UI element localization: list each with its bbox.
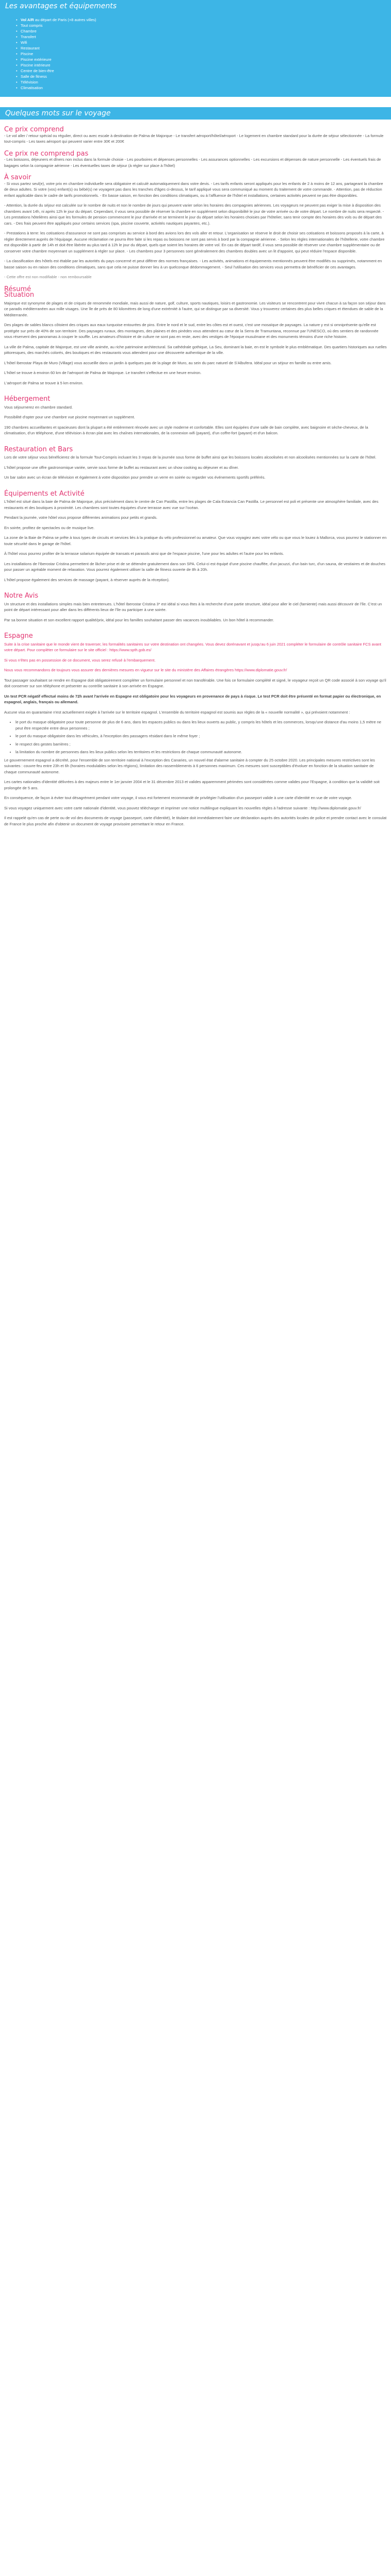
trip-section-header [0, 107, 391, 120]
situation-text-2: Des plages de sables blancs côtoient des criques aux eaux turquoise entourées de pins. Entre le nord et le sud, entre les côtes est et ouest, c'est une mosaïque de paysages. La nature y est si omniprésente qu'elle est protégée sur près de 40% de son territoire. Des paysages ruraux, des montagnes, des plaines et des pinèdes vous attendent au cœur de la Serra de Tramuntana, reconnue par l'UNESCO, où des sentiers de randonnée vous réservent des panoramas à couper le souffle. Les amateurs d'histoire et de culture ne sont pas en reste, avec des vestiges de l'époque musulmane et des monuments témoins d'une riche histoire. [4, 323, 379, 339]
price-excluded-title: Ce prix ne comprend pas [4, 149, 89, 158]
equipment-text-4: La zone de la Baie de Palma se prête à tous types de circuits et services liés à la pratique du vélo professionnel ou amateur. Que vous voyagiez avec votre vélo ou que vous le louiez à Mallorca, vous pourrez le stationner en toute sécurité dans le garage de l'hôtel. [4, 535, 387, 546]
equipment-title: Équipements et Activité [4, 489, 85, 498]
our-opinion-text-1: Un structure et des installations simples mais bien entretenues. L'hôtel Iberostar Cristina 3* est idéal si vous êtes à la recherche d'une partie structure, idéal pour aller le ciel (farniente) mais aussi découvrir de l'île. C'est un point de départ intéressant pour aller dans les différents lieux de l'île ou participer à une soirée. [4, 601, 382, 612]
advantage-label: Piscine intérieure [21, 62, 51, 67]
advantage-item [21, 68, 391, 74]
trip-title: Quelques mots sur le voyage [5, 109, 111, 117]
trip-content [0, 120, 391, 827]
situation-text-4: L'hôtel Iberostar Playa de Muro (Village) vous accueille dans un jardin à quelques pas de la plage de Muro, au sein du parc naturel de S'Albufera. Idéal pour un séjour en famille ou entre amis. [4, 360, 332, 365]
advantage-label: Transfert [21, 34, 36, 39]
our-opinion-text-2: Par sa bonne situation et son excellent rapport qualité/prix, idéal pour les familles souhaitant passer des vacances inoubliables. Un bon hôtel à recommander. [4, 617, 274, 622]
lodging-text-2: Possibilité d'opter pour une chambre vue piscine moyennant un supplément. [4, 415, 135, 419]
food-text-1: Lors de votre séjour vous bénéficierez de la formule Tout-Compris incluant les 3 repas de la journée sous forme de buffet ainsi que les boissons locales alcoolisées et non alcoolisées mentionnées sur la carte de l'hôtel. [4, 455, 377, 460]
advantage-item [21, 34, 391, 40]
advantage-label: Piscine [21, 51, 34, 56]
advantage-item [21, 51, 391, 57]
know-title: À savoir [4, 174, 31, 181]
lodging-text-3: 190 chambres accueillantes et spacieuses dont la plupart a été entièrement rénovée avec un style moderne et confortable. Elles sont équipées d'une salle de bain complète, avec baignoire et sèche-cheveux, de la climatisation, d'un téléphone, d'une télévision à écran plat avec les chaînes internationales, de la connexion wifi (payant), d'un coffre-fort (payant) et d'un balcon. [4, 425, 368, 435]
know-text-4: - La classification des hôtels est établie par les autorités du pays concerné et peut différer des normes françaises. - Les activités, animations et équipements mentionnés peuvent être modifiés ou supprimés, notamment en basse saison ou en raison des conditions climatiques, sans que cela ne puisse donner lieu à un quelconque dédommagement. - Seul l'utilisation des services vous permettra de bénéficier de ces avantages. [4, 259, 382, 269]
spain-pcr-notice: Un test PCR négatif effectué moins de 72h avant l'arrivée en Espagne est obligatoire pour les voyageurs en provenance de pays à risque. Le test PCR doit être présenté en format papier ou électronique, en espagnol, anglais, français ou allemand. [4, 693, 381, 704]
situation-text-3: La ville de Palma, capitale de Majorque, est une ville animée, au riche patrimoine architectural. Sa cathédrale gothique, La Seu, dominant la baie, en est le symbole le plus emblématique. Des quartiers historiques aux ruelles pittoresques, des marchés colorés, des boutiques et des restaurants vous attendent pour une découverte authentique de la ville. [4, 344, 387, 355]
our-opinion-title: Notre Avis [4, 592, 39, 600]
advantage-strong: Vol A/R [21, 17, 34, 22]
equipment-text-6: Les installations de l'Iberostar Cristina permettent de lâcher prise et de se détendre gratuitement dans son SPA. Celui-ci est équipé d'une piscine chauffée, d'un jacuzzi, d'un bain turc, d'un sauna, de vestiaires et de douches pour passer un agréable moment de relaxation. Vous pourrez également utiliser la salle de fitness ouverte de 8h à 20h. [4, 561, 385, 572]
lodging-title: Hébergement [4, 395, 51, 403]
advantage-label: Tout compris [21, 23, 43, 28]
advantage-item [21, 17, 391, 23]
price-included-text: - Le vol aller / retour spécial ou régulier, direct ou avec escale à destination de Palma de Majorque - Le transfert aéroport/hôtel/aéroport - Le logement en chambre standard pour la durée de séjour sélectionnée - La formule tout-compris - Les taxes aéroport qui peuvent varier entre 30€ et 200€ [4, 133, 384, 144]
spain-rule-item: • la limitation du nombre de personnes dans les lieux publics selon les territoires et les restrictions de chaque communauté autonome. [15, 749, 387, 755]
advantage-item [21, 28, 391, 34]
spain-rules-list [4, 719, 387, 755]
spain-text-10: Si vous voyagez uniquement avec votre carte nationale d'identité, vous pouvez télécharger et imprimer une notice multilingue expliquant les nouvelles règles à l'adresse suivante : http://www.diplomatie.gouv.fr/ [4, 805, 361, 810]
advantages-section [0, 0, 391, 97]
advantages-list [0, 13, 391, 97]
advantage-label: Climatisation [21, 85, 43, 90]
equipment-text-1: L'hôtel est situé dans la baie de Palma de Majorque, plus précisément dans le centre de Can Pastilla, entre les plages de Cala Estancia Can Pastilla. Le personnel est poli et présente une atmosphère familiale, avec des restaurants et des boutiques à proximité. Les chambres sont toutes équipées d'une terrasse avec vue sur l'océan. [4, 499, 379, 510]
advantage-item [21, 62, 391, 68]
advantage-item [21, 57, 391, 62]
advantage-label: Piscine extérieure [21, 57, 52, 62]
advantages-title: Les avantages et équipements [5, 2, 117, 10]
spain-rule-item: • le port du masque obligatoire pour toute personne de plus de 6 ans, dans les espaces publics ou dans les lieux ouverts au public, y compris les hôtels et les commerces, lorsqu'une distance d'au moins 1,5 mètre ne peut être respectée entre deux personnes ; [15, 719, 387, 731]
advantage-item [21, 23, 391, 28]
know-text-2: - Attention, la durée du séjour est calculée sur le nombre de nuits et non le nombre de jours qui peuvent varier selon les horaires des compagnies aériennes. Les voyageurs ne peuvent pas exiger la mise à disposition des chambres avant 14h, ni après 12h le jour du départ. Cependant, il vous sera possible de réserver la chambre en supplément selon disponibilité le jour de votre arrivée ou de votre départ. Le nombre de nuits sera respecté. - Les prestations hôtelières ainsi que les formules de pension commencent le jour d'arrivée et se terminent le jour du départ selon les horaires choisies par l'hôtelier, sans tenir compte des horaires des vols ou de départ des cars. - Des frais peuvent être appliqués pour certains services (spa, piscine couverte, activités nautiques payantes, etc.). [4, 203, 384, 226]
spain-text-11: Il est rappelé qu'en cas de perte ou de vol des documents de voyage (passeport, carte d'identité), le titulaire doit immédiatement faire une déclaration auprès des autorités locales de police et prendre contact avec le consulat de France le plus proche afin d'obtenir un document de voyage provisoire permettant le retour en France. [4, 816, 387, 826]
advantage-item [21, 45, 391, 51]
price-excluded-text: - Les boissons, déjeuners et dîners non inclus dans la formule choisie - Les pourboires et dépenses personnelles - Les assurances optionnelles - Les excursions et dépenses de nature personnelle - Les éventuels frais de bagages selon la compagnie aérienne - Les éventuelles taxes de séjour (à régler sur place à l'hôtel) [4, 157, 381, 168]
advantage-label: Salle de fitness [21, 74, 47, 79]
advantage-item [21, 40, 391, 45]
food-title: Restauration et Bars [4, 445, 73, 453]
equipment-text-7: L'hôtel propose également des services de massage (payant, à réserver auprès de la réception). [4, 577, 170, 582]
know-text-3: - Prestations à terre: les cotisations d'assurance ne sont pas comprises au service à bord des avions lors des vols aller et retour. L'organisation se réserve le droit de choisir ses cotisations et boissons proposés à la carte, à régler directement auprès de l'équipage. Aucune réclamation ne pourra être faite si les repas ou boissons ne sont pas servis à bord par la compagnie aérienne. - Selon les règles internationales de l'hôtellerie, votre chambre est disponible à partir de 14h et doit être libérée au plus tard à 12h le jour du départ, quels que soient les horaires de votre vol. En cas de départ tardif, il vous sera possible de réserver une chambre supplémentaire ou de conserver votre chambre moyennant un supplément à régler sur place. - Les chambres pour 3 personnes sont généralement des chambres doubles avec un lit d'appoint, qui peut réduire l'espace disponible. [4, 231, 385, 253]
food-text-3: Un bar salon avec un écran de télévision et également à votre disposition pour prendre un verre en soirée ou regarder vos événements sportifs préférés. [4, 475, 266, 480]
situation-text-5: L'hôtel se trouve à environ 60 km de l'aéroport de Palma de Majorque. Le transfert s'effectue en une heure environ. [4, 370, 202, 375]
spain-health-notice: Suite à la crise sanitaire que le monde vient de traverser, les formalités sanitaires sur votre destination ont changées. Vous devez dorénavant et jusqu'au 6 juin 2021 compléter le formulaire de contrôle sanitaire FCS avant votre départ. Pour compléter ce formulaire sur le site officiel : https://www.spth.gob.es/ [4, 641, 382, 652]
advantage-label: au départ de Paris (+8 autres villes) [34, 17, 96, 22]
price-included-title: Ce prix comprend [4, 126, 64, 133]
spain-title: Espagne [4, 632, 33, 640]
advantage-item [21, 74, 391, 79]
spain-boarding-warning: Si vous n'êtes pas en possession de ce document, vous serez refusé à l'embarquement. [4, 657, 156, 663]
advantage-label: Centre de bien-être [21, 68, 54, 73]
situation-title: Situation [4, 291, 35, 299]
equipment-text-3: En soirée, profitez de spectacles ou de musique live. [4, 525, 95, 530]
advantage-label: Chambre [21, 28, 37, 33]
summary-title: Résumé [4, 285, 31, 293]
amended-note: - Cette offre est non modifiable - non remboursable [4, 275, 92, 279]
spain-ministry-link[interactable]: Nous vous recommandons de toujours vous assurer des dernières mesures en vigueur sur le site du ministère des Affaires étrangères https://www.diplomatie.gouv.fr/ [4, 668, 287, 672]
spain-rule-item: • le port du masque obligatoire dans les véhicules, à l'exception des passagers résidant dans le même foyer ; [15, 733, 387, 739]
spain-text-6: Aucune visa en quarantaine n'est actuellement exigée à l'arrivée sur le territoire espagnol. L'ensemble du territoire espagnol est soumis aux règles de la « nouvelle normalité », qui prévoient notamment : [4, 709, 350, 715]
lodging-text-1: Vous séjournerez en chambre standard. [4, 404, 73, 410]
situation-text-6: L'aéroport de Palma se trouve à 5 km environ. [4, 380, 84, 385]
food-text-2: L'hôtel propose une offre gastronomique variée, servie sous forme de buffet au restaurant avec un show cooking au déjeuner et au dîner. [4, 465, 239, 470]
advantage-item [21, 85, 391, 91]
equipment-text-5: À l'hôtel vous pourrez profiter de la terrasse solarium équipée de transats et parasols ainsi que de l'espace piscine, l'une pour les adultes et l'autre pour les enfants. [4, 551, 284, 556]
spain-text-8: Les cartes nationales d'identité délivrées à des majeurs entre le 1er janvier 2004 et le 31 décembre 2013 et valides apparemment périmées sont considérées comme valides pour l'Espagne, à condition que la validité soit prolongée de 5 ans. [4, 779, 380, 790]
advantage-label: Télévision [21, 79, 38, 84]
advantage-label: Restaurant [21, 45, 40, 50]
advantage-label: Wifi [21, 40, 27, 45]
spain-rule-item: • le respect des gestes barrières ; [15, 741, 387, 748]
spain-text-4: Tout passager souhaitant se rendre en Espagne doit obligatoirement compléter un formulaire personnel et non transférable. Une fois ce formulaire complété et signé, le voyageur reçoit un QR code associé à son voyage qu'il doit conserver sur son téléphone et présenter au contrôle sanitaire à son arrivée en Espagne. [4, 677, 386, 688]
situation-text-1: Majorque est synonyme de plages et de criques de renommée mondiale, mais aussi de nature, golf, culture, sports nautiques, loisirs et gastronomie. Les visiteurs se rencontrent pour vivre chacun à sa façon son séjour dans ce paradis méditerranéen aux mille visages. Une île de près de 80 kilomètres de long d'une extrémité à l'autre, qui se distingue par sa diversité. Vous y trouverez certaines des plus belles criques et étendues de sable de la Méditerranée. [4, 300, 386, 317]
advantage-item [21, 79, 391, 85]
equipment-text-2: Pendant la journée, votre hôtel vous propose différentes animations pour petits et grands. [4, 515, 158, 520]
know-text-1: - Si vous partez seul(e), votre prix en chambre individuelle sera obligatoire et calculé automatiquement dans votre devis. - Les tarifs enfants seront appliqués pour les enfants de 2 à moins de 12 ans, partageant la chambre de deux adultes. Si votre (vos) enfant(s) ou bébé(s) ne voyagent pas dans les tranches d'âges ci-dessus, le tarif appliqué vous sera communiqué au moment du traitement de votre commande. - Attention, pas de réduction enfant applicable dans le cadre de tarifs promotionnels. - En basse saison, en fonction des conditions climatiques, ou à l'affluence de l'hôtel et installations, certaines activités peuvent ne pas être disponibles. [4, 181, 383, 198]
spain-text-7: Le gouvernement espagnol a décrété, pour l'ensemble de son territoire national à l'exception des Canaries, un nouvel état d'alarme sanitaire à compter du 25 octobre 2020. Les principales mesures restrictives sont les suivantes : couvre-feu entre 23h et 6h (horaires modulables selon les régions), limitation des rassemblements à 6 personnes maximum. Ces mesures sont susceptibles d'évoluer en fonction de la situation sanitaire de chaque communauté autonome. [4, 757, 375, 774]
spain-text-9: En conséquence, de façon à éviter tout désagrément pendant votre voyage, il vous est fortement recommandé de privilégier l'utilisation d'un passeport valide à une carte d'identité en vue de votre voyage. [4, 795, 352, 800]
